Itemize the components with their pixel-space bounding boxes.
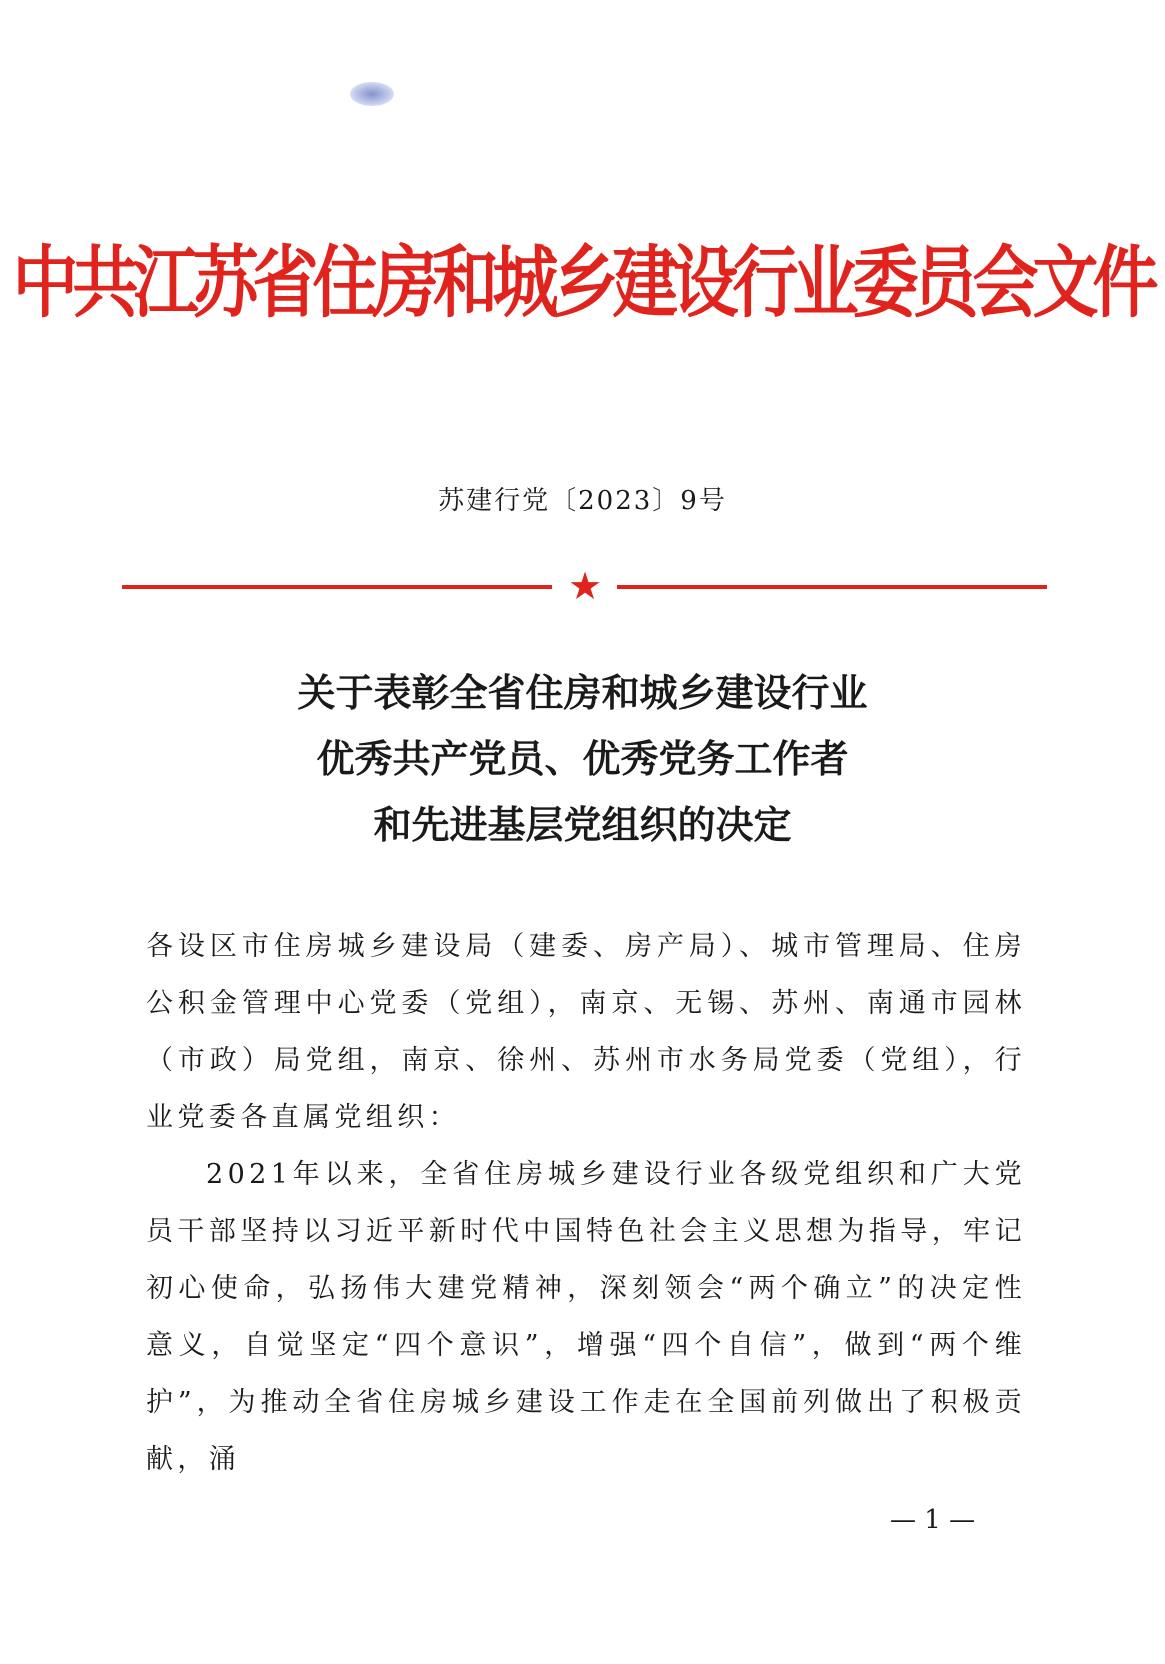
title-line-3: 和先进基层党组织的决定 [373, 803, 792, 847]
star-icon: ★ [567, 564, 603, 608]
document-title [0, 660, 1165, 858]
ink-smudge [350, 82, 394, 106]
divider-line-left [122, 585, 552, 589]
body-paragraph: 2021年以来，全省住房城乡建设行业各级党组织和广大党员干部坚持以习近平新时代中国特色社会主义思想为指导，牢记初心使命，弘扬伟大建党精神，深刻领会“两个确立”的决定性意义，自觉坚定“四个意识”，增强“四个自信”，做到“两个维护”，为推动全省住房城乡建设工作走在全国前列做出了积极贡献，涌 [146, 1159, 1026, 1475]
document-number: 苏建行党〔2023〕9号 [438, 486, 727, 516]
document-body [146, 918, 1026, 1488]
title-line-1: 关于表彰全省住房和城乡建设行业 [297, 671, 868, 715]
page-number: — 1 — [890, 1505, 976, 1535]
divider-line-right [617, 585, 1047, 589]
addressees-paragraph: 各设区市住房城乡建设局（建委、房产局）、城市管理局、住房公积金管理中心党委（党组），南京、无锡、苏州、南通市园林（市政）局党组，南京、徐州、苏州市水务局党委（党组），行业党委各直属党组织： [146, 931, 1026, 1133]
title-line-2: 优秀共产党员、优秀党务工作者 [316, 737, 849, 781]
document-masthead: 中共江苏省住房和城乡建设行业委员会文件 [12, 237, 1153, 329]
red-divider [122, 564, 1047, 608]
